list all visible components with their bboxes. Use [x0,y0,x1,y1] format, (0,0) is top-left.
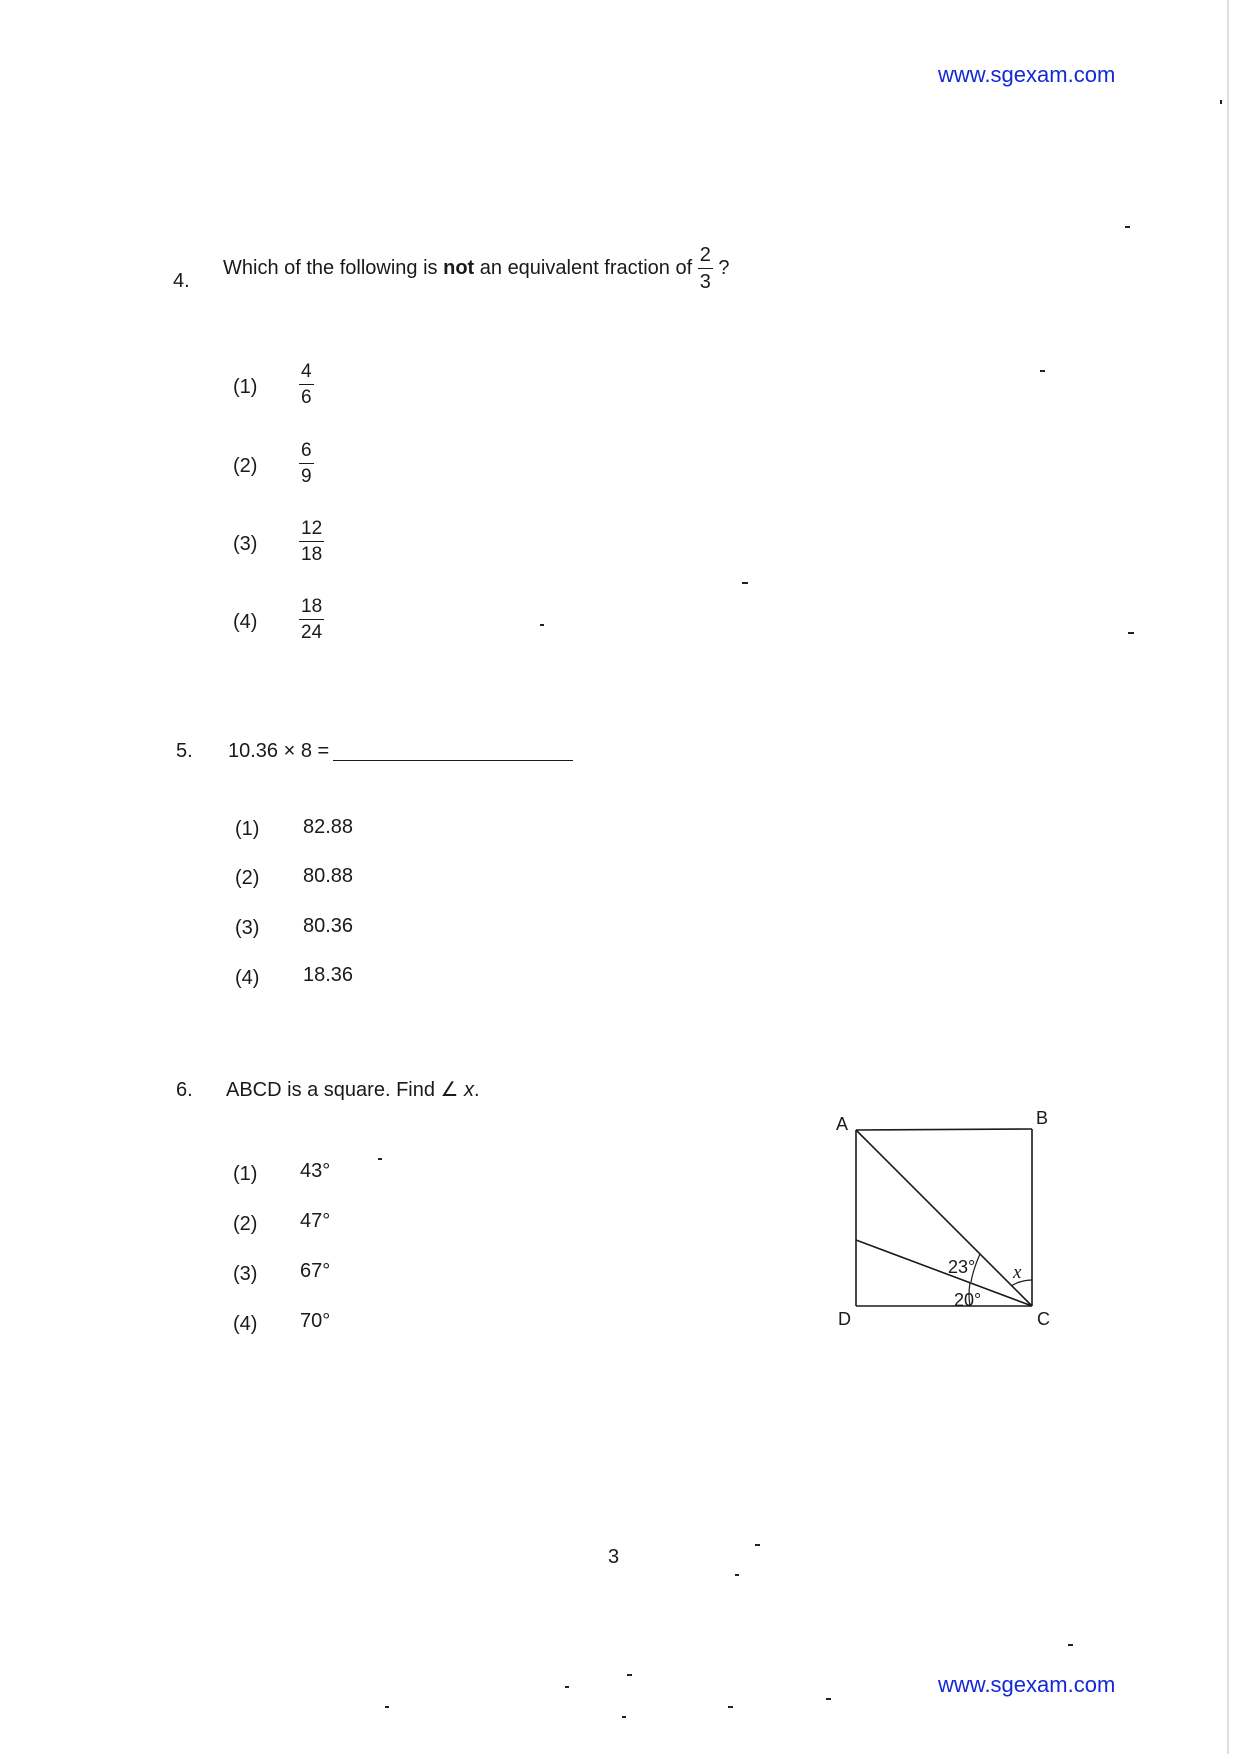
vertex-b-label: B [1036,1108,1049,1128]
fraction-numerator: 12 [299,519,324,542]
q6-option-1-label: (1) [233,1163,258,1185]
side-ab [856,1129,1032,1130]
fraction-denominator: 9 [301,466,312,487]
q4-option-2-label: (2) [233,455,258,477]
vertex-a-label: A [836,1114,849,1134]
q5-option-1-label: (1) [235,818,260,840]
page-number: 3 [608,1546,620,1568]
question-4-text-middle: an equivalent fraction of [474,257,693,279]
header-site-link[interactable]: www.sgexam.com [938,62,1116,87]
q4-option-1-label: (1) [233,376,258,398]
vertex-d-label: D [838,1309,851,1329]
q5-option-3-value: 80.36 [303,915,354,937]
scan-speck [1125,226,1130,228]
angle-20-label: 20° [954,1290,982,1310]
vertex-c-label: C [1037,1309,1050,1329]
question-4-text-start: Which of the following is [223,257,444,279]
q4-option-2-value [299,441,314,486]
q4-option-4-value [299,597,324,642]
fraction-numerator: 18 [299,597,324,620]
fraction-denominator: 24 [301,622,323,643]
square-diagram [820,1100,1080,1340]
question-6-number: 6. [176,1079,193,1101]
scan-speck [826,1698,831,1700]
fraction-numerator: 6 [299,441,314,464]
question-6-text [226,1077,480,1102]
scan-speck [1128,632,1134,634]
fraction-numerator: 2 [698,245,713,269]
scan-speck [385,1706,389,1708]
fraction-denominator: 6 [301,387,312,408]
question-6-text-end: . [474,1079,480,1101]
scan-speck [1040,370,1045,372]
scan-speck [565,1686,569,1688]
scan-speck [735,1574,739,1576]
q4-option-3-label: (3) [233,533,258,555]
question-6-variable: x [464,1079,475,1101]
fraction-denominator: 18 [301,544,323,565]
scan-speck [622,1716,626,1718]
angle-23-label: 23° [948,1257,976,1277]
question-6-text-start: ABCD is a square. Find ∠ [226,1079,465,1101]
scan-speck [742,582,748,584]
q5-option-3-label: (3) [235,917,260,939]
q6-option-4-value: 70° [300,1310,331,1332]
q6-option-2-value: 47° [300,1210,331,1232]
question-5-text [228,740,573,763]
fraction-numerator: 4 [299,362,314,385]
q4-option-3-value [299,519,324,564]
question-4-fraction [698,245,713,292]
line-from-c [856,1240,1032,1306]
question-5-expression: 10.36 × 8 = [228,740,330,762]
scan-speck [1068,1644,1073,1646]
scan-speck [627,1674,632,1676]
question-4-text [223,245,730,292]
scan-speck [755,1544,760,1546]
q6-option-2-label: (2) [233,1213,258,1235]
q4-option-4-label: (4) [233,611,258,633]
q6-option-3-value: 67° [300,1260,331,1282]
q6-option-4-label: (4) [233,1313,258,1335]
diagonal-ac [856,1130,1032,1306]
fraction-denominator: 3 [699,271,711,293]
q6-option-1-value: 43° [300,1160,331,1182]
scan-speck [378,1158,382,1160]
q5-option-4-label: (4) [235,967,260,989]
question-4-text-bold: not [443,257,475,279]
q6-option-3-label: (3) [233,1263,258,1285]
question-5-number: 5. [176,740,193,762]
answer-blank [333,760,573,761]
q5-option-2-value: 80.88 [303,865,354,887]
q5-option-4-value: 18.36 [303,964,354,986]
question-4-text-end: ? [718,257,730,279]
q4-option-1-value [299,362,314,407]
scan-speck [728,1706,733,1708]
scan-speck [540,624,544,626]
angle-x-label: x [1013,1262,1022,1283]
question-4-number: 4. [173,270,190,292]
scan-speck [1220,100,1222,104]
q5-option-1-value: 82.88 [303,816,354,838]
page-edge [1227,0,1229,1754]
q5-option-2-label: (2) [235,867,260,889]
footer-site-link[interactable]: www.sgexam.com [938,1672,1116,1697]
